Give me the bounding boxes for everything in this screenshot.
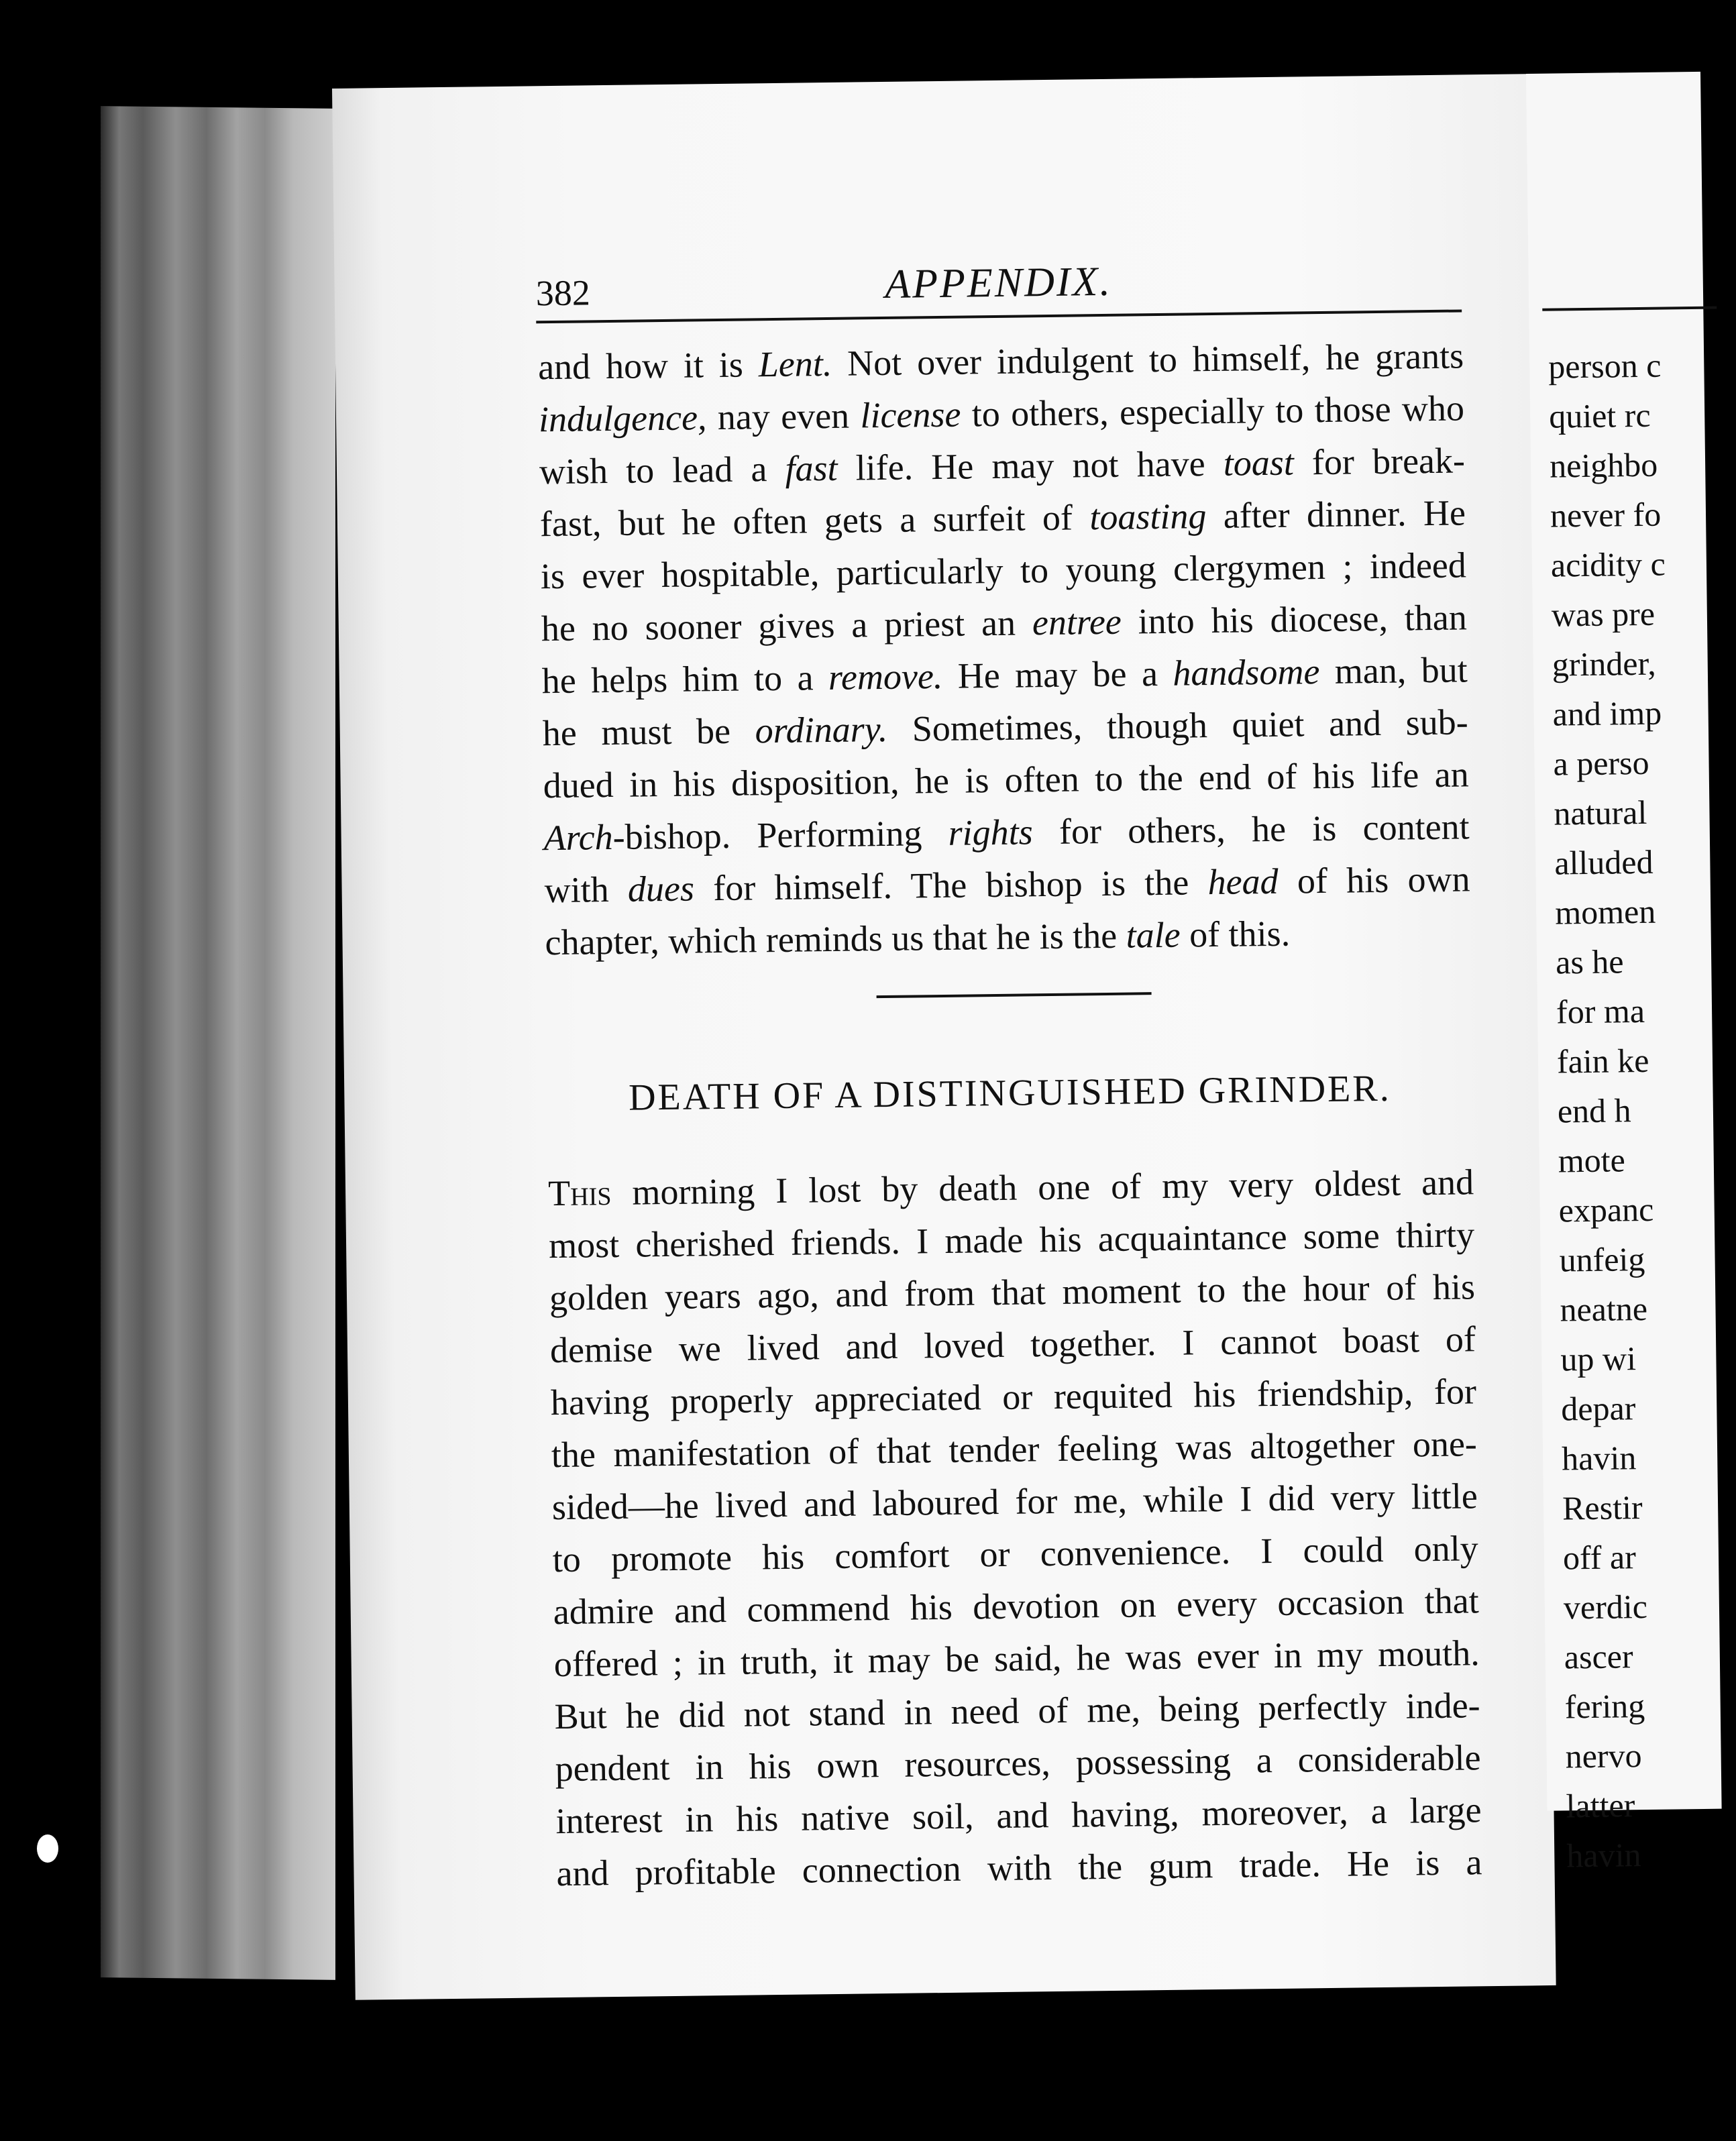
- italic-word: rights: [948, 812, 1034, 853]
- text-line-fragment: never fo: [1550, 495, 1662, 535]
- text-line-fragment: mote: [1558, 1141, 1626, 1180]
- text-line: admire and commend his devotion on every occasion that: [553, 1580, 1480, 1633]
- text-line: with dues for himself. The bishop is the head of his own: [544, 859, 1470, 911]
- text-line: sided—he lived and laboured for me, while I did very little: [551, 1476, 1478, 1528]
- text-line-fragment: grinder,: [1552, 644, 1656, 683]
- text-line: he helps him to a remove. He may be a handsome man, but: [541, 649, 1468, 702]
- text-line: to promote his comfort or convenience. I could only: [552, 1528, 1479, 1580]
- italic-word: toasting: [1089, 496, 1207, 538]
- text-line-fragment: fain ke: [1556, 1041, 1649, 1081]
- text-line-fragment: nervo: [1565, 1737, 1642, 1775]
- text-line-fragment: verdic: [1563, 1587, 1648, 1627]
- text-line-fragment: neighbo: [1549, 445, 1658, 485]
- section-separator-rule: [877, 992, 1152, 998]
- running-head: [535, 242, 1462, 323]
- text-line: golden years ago, and from that moment to the hour of his: [549, 1266, 1476, 1319]
- text-line-fragment: momen: [1554, 892, 1656, 932]
- text-line-fragment: fering: [1564, 1687, 1645, 1726]
- italic-word: license: [860, 394, 961, 436]
- page-number: 382: [535, 272, 591, 314]
- italic-word: toast: [1223, 442, 1295, 484]
- italic-word: handsome: [1173, 651, 1320, 694]
- italic-word: indulgence,: [538, 397, 707, 440]
- italic-word: Arch: [543, 816, 614, 859]
- text-line-fragment: neatne: [1560, 1289, 1648, 1329]
- text-line-fragment: person c: [1548, 346, 1662, 386]
- book-page-edges: [101, 106, 335, 1980]
- text-line-fragment: quiet rc: [1548, 396, 1651, 435]
- text-line-fragment: alluded: [1554, 842, 1653, 882]
- italic-word: dues: [627, 868, 695, 910]
- text-line-fragment: latter: [1566, 1786, 1635, 1825]
- italic-word: ordinary.: [755, 708, 888, 751]
- text-line-fragment: as he: [1555, 942, 1624, 981]
- text-line-fragment: end h: [1557, 1091, 1631, 1130]
- text-line-fragment: unfeig: [1559, 1240, 1645, 1279]
- italic-word: remove.: [828, 655, 943, 698]
- text-line-fragment: up wi: [1560, 1339, 1637, 1378]
- text-line: fast, but he often gets a surfeit of toasting after dinner. He: [539, 492, 1466, 545]
- text-line: he must be ordinary. Sometimes, though quiet and sub-: [542, 702, 1469, 754]
- text-line-fragment: was pre: [1551, 594, 1656, 634]
- text-line-fragment: and imp: [1552, 694, 1662, 733]
- text-line-fragment: havin: [1566, 1836, 1641, 1875]
- text-line: This morning I lost by death one of my very oldest and: [547, 1162, 1474, 1214]
- italic-word: head: [1207, 861, 1279, 903]
- text-line: having properly appreciated or requited his friendship, for: [550, 1371, 1477, 1423]
- text-line-fragment: a perso: [1553, 743, 1649, 783]
- text-line: wish to lead a fast life. He may not have toast for break-: [539, 440, 1466, 492]
- text-line-fragment: off ar: [1562, 1538, 1637, 1577]
- text-line-fragment: expanc: [1558, 1190, 1654, 1229]
- running-title: APPENDIX.: [884, 258, 1113, 307]
- text-line: chapter, which reminds us that he is the tale of this.: [545, 913, 1291, 963]
- text-line-fragment: natural: [1554, 793, 1647, 832]
- bishop-paragraph: [538, 329, 1471, 969]
- text-line-fragment: havin: [1561, 1439, 1637, 1478]
- lead-word: This: [547, 1172, 612, 1214]
- section-title: DEATH OF A DISTINGUISHED GRINDER.: [628, 1067, 1391, 1119]
- italic-word: Lent.: [758, 343, 832, 385]
- text-line-fragment: Restir: [1562, 1488, 1643, 1527]
- text-line-fragment: acidity c: [1550, 545, 1666, 584]
- text-line: indulgence, nay even license to others, especially to those who: [538, 388, 1465, 440]
- text-line: dued in his disposition, he is often to the end of his life an: [543, 754, 1469, 806]
- grinder-paragraph: [548, 1156, 1482, 1900]
- right-page-fragment: [1526, 72, 1722, 1875]
- scan-speck: [37, 1834, 58, 1863]
- text-line: Arch-bishop. Performing rights for others, he is content: [543, 806, 1470, 859]
- text-line: interest in his native soil, and having, moreover, a large: [555, 1790, 1482, 1842]
- text-line: and how it is Lent. Not over indulgent to himself, he grants: [537, 335, 1464, 388]
- italic-word: fast: [785, 447, 838, 489]
- text-line: pendent in his own resources, possessing a considerable: [555, 1737, 1481, 1790]
- text-line: is ever hospitable, particularly to young clergymen ; indeed: [540, 545, 1467, 597]
- text-line: But he did not stand in need of me, being perfectly inde-: [554, 1685, 1480, 1737]
- text-line: offered ; in truth, it may be said, he was ever in my mouth.: [553, 1633, 1480, 1685]
- right-page-text: [1548, 341, 1682, 1881]
- text-line: and profitable connection with the gum trade. He is a: [556, 1842, 1482, 1894]
- text-line: the manifestation of that tender feeling was altogether one-: [551, 1423, 1478, 1476]
- right-page-rule: [1542, 307, 1717, 311]
- text-line-fragment: depar: [1560, 1389, 1636, 1428]
- italic-word: entree: [1032, 601, 1122, 643]
- text-line-fragment: for ma: [1556, 991, 1645, 1031]
- left-page: [332, 74, 1556, 2000]
- text-line: demise we lived and loved together. I cannot boast of: [549, 1319, 1476, 1371]
- text-line-fragment: ascer: [1564, 1637, 1633, 1676]
- text-line: he no sooner gives a priest an entree into his diocese, than: [541, 597, 1468, 649]
- italic-word: tale: [1126, 914, 1181, 956]
- text-line: most cherished friends. I made his acquaintance some thirty: [548, 1214, 1475, 1266]
